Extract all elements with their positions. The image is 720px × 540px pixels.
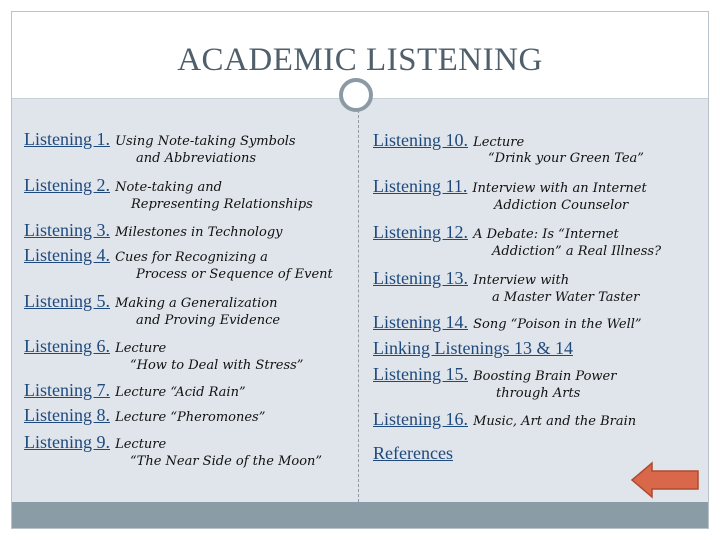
listening-10-link[interactable]: Listening 10.: [373, 130, 468, 150]
listening-5-desc-cont: and Proving Evidence: [136, 313, 281, 328]
listening-6-link[interactable]: Listening 6.: [24, 336, 110, 356]
menu-item-listening-8[interactable]: [24, 405, 265, 426]
listening-14-link[interactable]: Listening 14.: [373, 312, 468, 332]
listening-15-desc-cont: through Arts: [496, 386, 581, 401]
listening-9-link[interactable]: Listening 9.: [24, 432, 110, 452]
listening-1-link[interactable]: Listening 1.: [24, 129, 110, 149]
listening-1-desc: Using Note-taking Symbols: [115, 134, 296, 149]
listening-12-link[interactable]: Listening 12.: [373, 222, 468, 242]
listening-4-desc-cont: Process or Sequence of Event: [136, 267, 333, 282]
menu-item-listening-13[interactable]: [373, 268, 569, 289]
listening-2-desc: Note-taking and: [115, 180, 222, 195]
listening-4-desc: Cues for Recognizing a: [115, 250, 268, 265]
listening-11-desc-cont: Addiction Counselor: [494, 198, 629, 213]
menu-item-listening-11[interactable]: [373, 176, 647, 197]
listening-15-link[interactable]: Listening 15.: [373, 364, 468, 384]
listening-11-desc: Interview with an Internet: [472, 181, 647, 196]
listening-12-desc: A Debate: Is “Internet: [473, 227, 619, 242]
listening-12-desc-cont: Addiction” a Real Illness?: [492, 244, 662, 259]
listening-14-desc: Song “Poison in the Well”: [473, 317, 642, 332]
menu-item-listening-9[interactable]: [24, 432, 166, 453]
listening-10-desc: Lecture: [473, 135, 525, 150]
listening-13-desc-cont: a Master Water Taster: [492, 290, 640, 305]
listening-8-link[interactable]: Listening 8.: [24, 405, 110, 425]
listening-3-desc: Milestones in Technology: [115, 225, 283, 240]
listening-2-link[interactable]: Listening 2.: [24, 175, 110, 195]
menu-item-listening-4[interactable]: [24, 245, 268, 266]
listening-10-desc-cont: “Drink your Green Tea”: [488, 151, 644, 166]
references-link[interactable]: References: [373, 443, 453, 463]
menu-item-listening-14[interactable]: [373, 312, 642, 333]
listening-4-link[interactable]: Listening 4.: [24, 245, 110, 265]
listening-16-desc: Music, Art and the Brain: [473, 414, 637, 429]
listening-5-link[interactable]: Listening 5.: [24, 291, 110, 311]
listening-1-desc-cont: and Abbreviations: [136, 151, 257, 166]
listening-7-link[interactable]: Listening 7.: [24, 380, 110, 400]
listening-16-link[interactable]: Listening 16.: [373, 409, 468, 429]
listening-8-desc: Lecture “Pheromones”: [115, 410, 266, 425]
listening-15-desc: Boosting Brain Power: [473, 369, 617, 384]
menu-item-listening-16[interactable]: [373, 409, 636, 430]
menu-item-listening-15[interactable]: [373, 364, 616, 385]
listening-5-desc: Making a Generalization: [115, 296, 278, 311]
listening-7-desc: Lecture “Acid Rain”: [115, 385, 246, 400]
menu-item-listening-12[interactable]: [373, 222, 619, 243]
menu-item-listening-5[interactable]: [24, 291, 278, 312]
menu-item-listening-7[interactable]: [24, 380, 246, 401]
listening-6-desc: Lecture: [115, 341, 167, 356]
listening-9-desc: Lecture: [115, 437, 167, 452]
circle-ornament-icon: [339, 78, 373, 112]
left-arrow-icon: [630, 460, 702, 500]
menu-item-listening-1[interactable]: [24, 129, 296, 150]
back-button[interactable]: [630, 460, 702, 500]
listening-11-link[interactable]: Listening 11.: [373, 176, 468, 196]
listening-2-desc-cont: Representing Relationships: [131, 197, 313, 212]
listening-13-desc: Interview with: [473, 273, 570, 288]
listening-3-link[interactable]: Listening 3.: [24, 220, 110, 240]
linking-listenings-link[interactable]: Linking Listenings 13 & 14: [373, 338, 573, 358]
menu-item-linking-13-14[interactable]: [373, 338, 573, 359]
menu-item-listening-10[interactable]: [373, 130, 524, 151]
menu-item-listening-6[interactable]: [24, 336, 166, 357]
page-title: ACADEMIC LISTENING: [177, 42, 543, 78]
menu-item-listening-2[interactable]: [24, 175, 222, 196]
menu-item-listening-3[interactable]: [24, 220, 283, 241]
menu-item-references[interactable]: [373, 443, 453, 464]
listening-6-desc-cont: “How to Deal with Stress”: [130, 358, 304, 373]
listening-9-desc-cont: “The Near Side of the Moon”: [130, 454, 323, 469]
listening-13-link[interactable]: Listening 13.: [373, 268, 468, 288]
